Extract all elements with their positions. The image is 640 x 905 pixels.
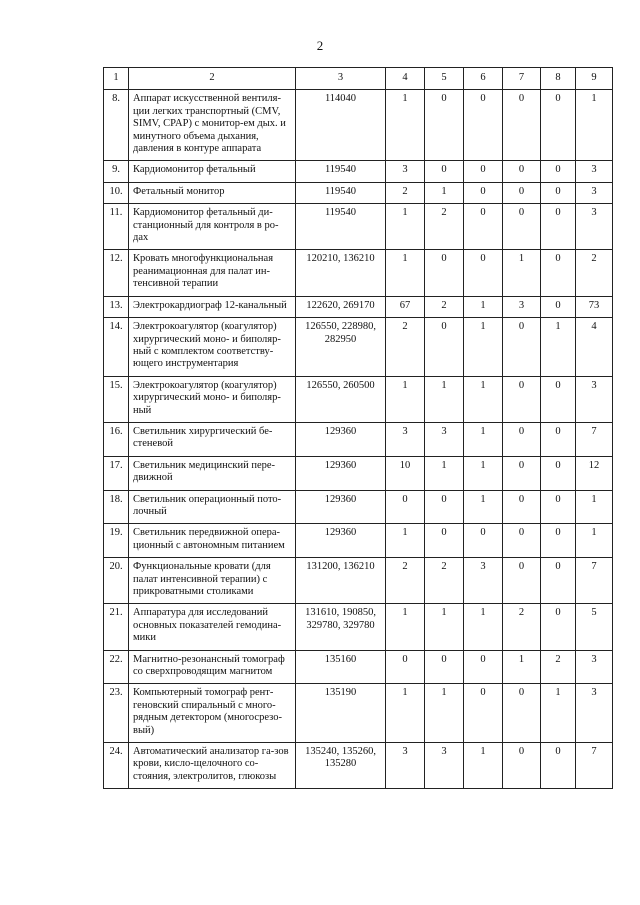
value-cell-col8: 0 [541,604,576,650]
value-cell-col9: 7 [576,558,613,604]
header-cell: 8 [541,68,576,90]
row-number-cell: 24. [104,743,129,789]
value-cell-col8: 0 [541,743,576,789]
equipment-code-cell: 129360 [296,490,386,524]
value-cell-col8: 1 [541,318,576,377]
value-cell-col9: 5 [576,604,613,650]
value-cell-col9: 7 [576,422,613,456]
value-cell-col8: 0 [541,456,576,490]
equipment-code-cell: 120210, 136210 [296,250,386,296]
equipment-code-cell: 129360 [296,524,386,558]
equipment-code-cell: 126550, 260500 [296,376,386,422]
equipment-name-cell: Магнитно-резонансный томограф со сверхпроводящим магнитом [129,650,296,684]
value-cell-col9: 3 [576,650,613,684]
table-row [104,524,613,558]
equipment-name-cell: Кардиомонитор фетальный ди-станционный для контроля в ро-дах [129,204,296,250]
table-row [104,204,613,250]
value-cell-col9: 3 [576,161,613,182]
value-cell-col5: 0 [425,524,464,558]
equipment-code-cell: 131610, 190850, 329780, 329780 [296,604,386,650]
equipment-code-cell: 135190 [296,684,386,743]
value-cell-col6: 1 [464,318,503,377]
table-row [104,422,613,456]
row-number-cell: 13. [104,296,129,317]
value-cell-col7: 0 [503,376,541,422]
equipment-name-cell: Светильник хирургический бе-стеневой [129,422,296,456]
row-number-cell: 21. [104,604,129,650]
row-number-cell: 23. [104,684,129,743]
value-cell-col6: 1 [464,490,503,524]
equipment-name-cell: Электрокоагулятор (коагулятор) хирургический моно- и биполяр-ный с комплектом соответству-ющего инструментария [129,318,296,377]
row-number-cell: 16. [104,422,129,456]
value-cell-col9: 1 [576,490,613,524]
value-cell-col4: 1 [386,604,425,650]
equipment-name-cell: Автоматический анализатор га-зов крови, кисло-щелочного со-стояния, электролитов, глюкозы [129,743,296,789]
value-cell-col6: 1 [464,376,503,422]
header-cell: 9 [576,68,613,90]
equipment-name-cell: Аппаратура для исследований основных показателей гемодина-мики [129,604,296,650]
value-cell-col7: 2 [503,604,541,650]
value-cell-col9: 1 [576,524,613,558]
value-cell-col4: 3 [386,743,425,789]
value-cell-col6: 0 [464,90,503,161]
row-number-cell: 22. [104,650,129,684]
value-cell-col6: 0 [464,650,503,684]
value-cell-col7: 0 [503,684,541,743]
value-cell-col8: 1 [541,684,576,743]
value-cell-col4: 2 [386,318,425,377]
value-cell-col8: 0 [541,204,576,250]
equipment-name-cell: Светильник медицинский пере-движной [129,456,296,490]
value-cell-col5: 1 [425,376,464,422]
value-cell-col6: 0 [464,182,503,203]
header-cell: 4 [386,68,425,90]
table-row [104,743,613,789]
value-cell-col4: 0 [386,490,425,524]
equipment-table [103,67,613,789]
value-cell-col6: 0 [464,524,503,558]
value-cell-col6: 0 [464,161,503,182]
row-number-cell: 15. [104,376,129,422]
row-number-cell: 14. [104,318,129,377]
equipment-code-cell: 131200, 136210 [296,558,386,604]
value-cell-col7: 0 [503,161,541,182]
header-cell: 6 [464,68,503,90]
value-cell-col7: 0 [503,558,541,604]
value-cell-col8: 2 [541,650,576,684]
header-cell: 7 [503,68,541,90]
value-cell-col6: 1 [464,296,503,317]
value-cell-col7: 0 [503,90,541,161]
equipment-name-cell: Кардиомонитор фетальный [129,161,296,182]
value-cell-col9: 3 [576,684,613,743]
value-cell-col5: 1 [425,604,464,650]
value-cell-col6: 1 [464,456,503,490]
value-cell-col5: 3 [425,422,464,456]
value-cell-col9: 1 [576,90,613,161]
row-number-cell: 17. [104,456,129,490]
header-cell: 3 [296,68,386,90]
value-cell-col8: 0 [541,558,576,604]
row-number-cell: 18. [104,490,129,524]
value-cell-col8: 0 [541,161,576,182]
value-cell-col4: 1 [386,90,425,161]
value-cell-col4: 1 [386,524,425,558]
equipment-code-cell: 119540 [296,161,386,182]
value-cell-col4: 0 [386,650,425,684]
value-cell-col4: 10 [386,456,425,490]
value-cell-col6: 0 [464,204,503,250]
value-cell-col7: 0 [503,318,541,377]
equipment-name-cell: Компьютерный томограф рент-геновский спиральный с много-рядным детектором (многосрезо-вый) [129,684,296,743]
value-cell-col5: 1 [425,684,464,743]
table-row [104,318,613,377]
value-cell-col4: 67 [386,296,425,317]
value-cell-col4: 1 [386,376,425,422]
equipment-code-cell: 129360 [296,422,386,456]
value-cell-col8: 0 [541,524,576,558]
value-cell-col4: 2 [386,182,425,203]
table-row [104,604,613,650]
value-cell-col6: 1 [464,422,503,456]
row-number-cell: 11. [104,204,129,250]
equipment-name-cell: Светильник передвижной опера-ционный с автономным питанием [129,524,296,558]
value-cell-col5: 0 [425,90,464,161]
header-cell: 2 [129,68,296,90]
equipment-name-cell: Электрокардиограф 12-канальный [129,296,296,317]
value-cell-col4: 1 [386,204,425,250]
value-cell-col5: 0 [425,318,464,377]
value-cell-col5: 0 [425,490,464,524]
value-cell-col5: 1 [425,182,464,203]
value-cell-col7: 0 [503,182,541,203]
value-cell-col8: 0 [541,90,576,161]
value-cell-col5: 3 [425,743,464,789]
value-cell-col5: 2 [425,204,464,250]
value-cell-col8: 0 [541,182,576,203]
equipment-code-cell: 122620, 269170 [296,296,386,317]
table-row [104,490,613,524]
value-cell-col4: 1 [386,684,425,743]
value-cell-col6: 0 [464,684,503,743]
value-cell-col6: 1 [464,743,503,789]
value-cell-col6: 0 [464,250,503,296]
row-number-cell: 8. [104,90,129,161]
header-cell: 1 [104,68,129,90]
value-cell-col7: 1 [503,650,541,684]
equipment-code-cell: 135240, 135260, 135280 [296,743,386,789]
value-cell-col9: 7 [576,743,613,789]
row-number-cell: 9. [104,161,129,182]
value-cell-col7: 0 [503,524,541,558]
equipment-code-cell: 119540 [296,204,386,250]
value-cell-col4: 1 [386,250,425,296]
value-cell-col5: 2 [425,558,464,604]
value-cell-col9: 3 [576,376,613,422]
row-number-cell: 19. [104,524,129,558]
table-row [104,296,613,317]
table-row [104,684,613,743]
table-row [104,650,613,684]
row-number-cell: 12. [104,250,129,296]
value-cell-col7: 0 [503,204,541,250]
table-body [104,68,613,789]
table-row [104,161,613,182]
value-cell-col5: 0 [425,161,464,182]
value-cell-col9: 4 [576,318,613,377]
equipment-name-cell: Кровать многофункциональная реанимационная для палат ин-тенсивной терапии [129,250,296,296]
page-number: 2 [316,38,324,53]
equipment-name-cell: Аппарат искусственной вентиля-ции легких транспортный (CMV, SIMV, CPAP) с монитор-ем дых. и минутного объема дыхания, давления в контуре аппарата [129,90,296,161]
value-cell-col8: 0 [541,376,576,422]
equipment-name-cell: Функциональные кровати (для палат интенсивной терапии) с прикроватными столиками [129,558,296,604]
table-header-row [104,68,613,90]
value-cell-col7: 0 [503,490,541,524]
equipment-name-cell: Фетальный монитор [129,182,296,203]
value-cell-col7: 0 [503,456,541,490]
table-row [104,182,613,203]
equipment-code-cell: 135160 [296,650,386,684]
value-cell-col9: 3 [576,204,613,250]
equipment-code-cell: 129360 [296,456,386,490]
table-row [104,250,613,296]
value-cell-col9: 2 [576,250,613,296]
value-cell-col9: 12 [576,456,613,490]
value-cell-col7: 3 [503,296,541,317]
equipment-code-cell: 126550, 228980, 282950 [296,318,386,377]
value-cell-col8: 0 [541,422,576,456]
value-cell-col4: 2 [386,558,425,604]
value-cell-col5: 0 [425,650,464,684]
row-number-cell: 20. [104,558,129,604]
value-cell-col5: 1 [425,456,464,490]
value-cell-col7: 1 [503,250,541,296]
table-row [104,376,613,422]
equipment-code-cell: 119540 [296,182,386,203]
value-cell-col7: 0 [503,422,541,456]
equipment-name-cell: Электрокоагулятор (коагулятор) хирургический моно- и биполяр-ный [129,376,296,422]
value-cell-col9: 3 [576,182,613,203]
value-cell-col6: 3 [464,558,503,604]
table-row [104,90,613,161]
value-cell-col8: 0 [541,296,576,317]
value-cell-col4: 3 [386,161,425,182]
equipment-name-cell: Светильник операционный пото-лочный [129,490,296,524]
value-cell-col9: 73 [576,296,613,317]
table-row [104,456,613,490]
table-row [104,558,613,604]
value-cell-col7: 0 [503,743,541,789]
row-number-cell: 10. [104,182,129,203]
value-cell-col6: 1 [464,604,503,650]
value-cell-col5: 2 [425,296,464,317]
value-cell-col8: 0 [541,490,576,524]
header-cell: 5 [425,68,464,90]
value-cell-col5: 0 [425,250,464,296]
equipment-code-cell: 114040 [296,90,386,161]
value-cell-col4: 3 [386,422,425,456]
value-cell-col8: 0 [541,250,576,296]
